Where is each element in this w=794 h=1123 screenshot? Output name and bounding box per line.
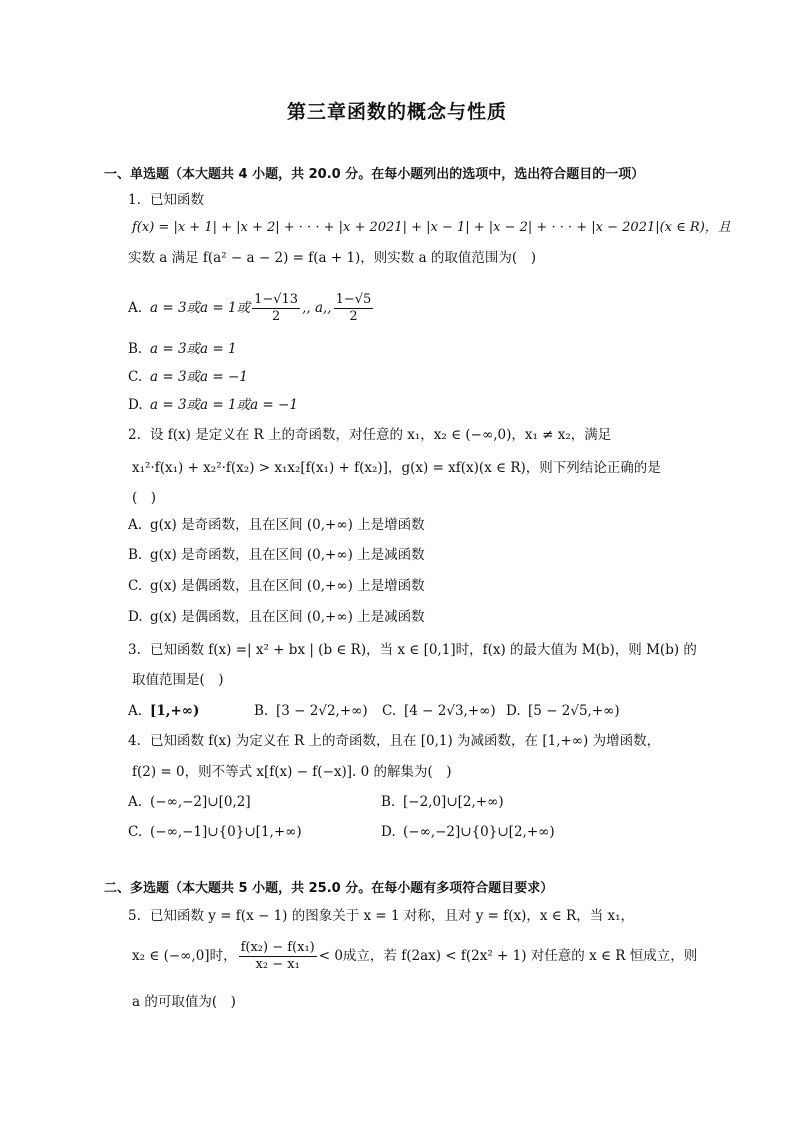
fraction-numerator: 1−√13: [254, 292, 299, 307]
option-text: a = 3或a = 1或a = −1: [150, 397, 298, 413]
option-letter: B.: [128, 341, 143, 357]
question-2-condition: x₁²·f(x₁) + x₂²·f(x₂) > x₁x₂[f(x₁) + f(x₂)]，g(x) = xf(x)(x ∈ R)，则下列结论正确的是: [132, 460, 661, 476]
option-letter: B.: [254, 703, 269, 719]
option-text: g(x) 是偶函数，且在区间 (0,+∞) 上是减函数: [150, 609, 425, 625]
option-letter: C.: [128, 578, 143, 594]
fraction-numerator: f(x₂) − f(x₁): [240, 940, 315, 955]
option-text: [3 − 2√2,+∞): [276, 703, 368, 719]
question-2-option-c: [128, 576, 425, 596]
question-5-condition: [132, 938, 697, 974]
question-number: 1.: [128, 192, 141, 208]
section-heading-multiple-choice: 二、多选题（本大题共 5 小题，共 25.0 分。在每小题有多项符合题目要求）: [104, 881, 554, 896]
section-heading-single-choice: 一、单选题（本大题共 4 小题，共 20.0 分。在每小题列出的选项中，选出符合题目的一项）: [104, 167, 645, 182]
option-text: (−∞,−2]∪{0}∪[2,+∞): [403, 824, 555, 840]
fraction-denominator: 2: [271, 309, 281, 324]
condition-text: x₂ ∈ (−∞,0]时，: [132, 948, 237, 964]
question-4-option-a: [128, 792, 251, 812]
question-text: 已知函数 f(x) 为定义在 R 上的奇函数，且在 [0,1) 为减函数，在 [1,+∞) 为增函数，: [150, 733, 661, 749]
question-2-stem: [128, 425, 611, 445]
question-2-option-a: [128, 515, 425, 535]
question-4-option-c: [128, 822, 302, 842]
option-text: [1,+∞): [150, 703, 200, 719]
question-1-option-d: [128, 395, 298, 415]
question-number: 3.: [128, 642, 141, 658]
option-letter: C.: [128, 369, 143, 385]
question-2-option-b: [128, 545, 425, 565]
option-text: a = 3或a = 1或: [150, 300, 251, 316]
option-letter: D.: [381, 824, 396, 840]
option-letter: A.: [128, 300, 143, 316]
question-5-stem: [128, 906, 634, 926]
fraction: [334, 292, 374, 325]
fraction: [252, 292, 300, 325]
fraction-numerator: 1−√5: [335, 292, 372, 307]
option-letter: C.: [128, 824, 143, 840]
question-3-option-a: [128, 701, 199, 721]
question-4-option-b: [381, 792, 504, 812]
question-number: 2.: [128, 427, 141, 443]
option-text: (−∞,−1]∪{0}∪[1,+∞): [150, 824, 302, 840]
condition-text: < 0成立，若 f(2ax) < f(2x² + 1) 对任意的 x ∈ R 恒成立，则: [318, 948, 698, 964]
fraction-denominator: 2: [349, 309, 358, 324]
question-3-option-b: [254, 701, 368, 721]
option-letter: B.: [381, 794, 396, 810]
fraction: [239, 940, 317, 973]
page-title: 第三章函数的概念与性质: [286, 101, 507, 123]
option-text-mid: ,, a,,: [302, 300, 332, 316]
question-1-option-a: [128, 290, 375, 326]
question-3-option-c: [382, 701, 496, 721]
question-4-option-d: [381, 822, 555, 842]
question-3-option-d: [506, 701, 620, 721]
question-text: 已知函数 f(x) =| x² + bx | (b ∈ R)，当 x ∈ [0,1]时，f(x) 的最大值为 M(b)，则 M(b) 的: [150, 642, 697, 658]
option-letter: D.: [506, 703, 521, 719]
question-1-stem: [128, 190, 204, 210]
question-3-stem: [128, 640, 697, 660]
option-text: [−2,0]∪[2,+∞): [403, 794, 504, 810]
question-text: 已知函数 y = f(x − 1) 的图象关于 x = 1 对称，且对 y = f(x)，x ∈ R，当 x₁，: [150, 908, 635, 924]
question-3-stem-cont: 取值范围是( ): [132, 672, 224, 688]
option-letter: D.: [128, 397, 143, 413]
question-1-option-c: [128, 367, 248, 387]
question-5-stem-cont: a 的可取值为( ): [132, 994, 236, 1010]
option-letter: A.: [128, 703, 143, 719]
option-text: [4 − 2√3,+∞): [404, 703, 496, 719]
question-2-option-d: [128, 607, 425, 627]
question-number: 5.: [128, 908, 141, 924]
option-text: (−∞,−2]∪[0,2]: [150, 794, 251, 810]
question-1-condition: 实数 a 满足 f(a² − a − 2) = f(a + 1)，则实数 a 的取值范围为( ): [128, 250, 536, 266]
option-text: a = 3或a = −1: [150, 369, 248, 385]
question-4-stem: [128, 731, 660, 751]
option-text: g(x) 是偶函数，且在区间 (0,+∞) 上是增函数: [150, 578, 425, 594]
option-text: a = 3或a = 1: [150, 341, 237, 357]
option-letter: A.: [128, 794, 143, 810]
option-letter: D.: [128, 609, 143, 625]
question-1-option-b: [128, 339, 237, 359]
question-text: 设 f(x) 是定义在 R 上的奇函数，对任意的 x₁，x₂ ∈ (−∞,0)，x₁ ≠ x₂，满足: [150, 427, 612, 443]
question-2-paren: ( ): [132, 490, 157, 506]
question-text: 已知函数: [150, 192, 204, 208]
option-letter: B.: [128, 547, 143, 563]
question-1-formula: f(x) = |x + 1| + |x + 2| + · · · + |x + 2021| + |x − 1| + |x − 2| + · · · + |x − 2021|(x ∈ R)，且: [132, 220, 731, 235]
question-number: 4.: [128, 733, 141, 749]
option-letter: C.: [382, 703, 397, 719]
option-text: [5 − 2√5,+∞): [528, 703, 620, 719]
option-letter: A.: [128, 517, 143, 533]
option-text: g(x) 是奇函数，且在区间 (0,+∞) 上是增函数: [150, 517, 425, 533]
question-4-stem-cont: f(2) = 0，则不等式 x[f(x) − f(−x)]. 0 的解集为( ): [132, 764, 452, 780]
option-text: g(x) 是奇函数，且在区间 (0,+∞) 上是减函数: [150, 547, 425, 563]
fraction-denominator: x₂ − x₁: [255, 957, 300, 972]
